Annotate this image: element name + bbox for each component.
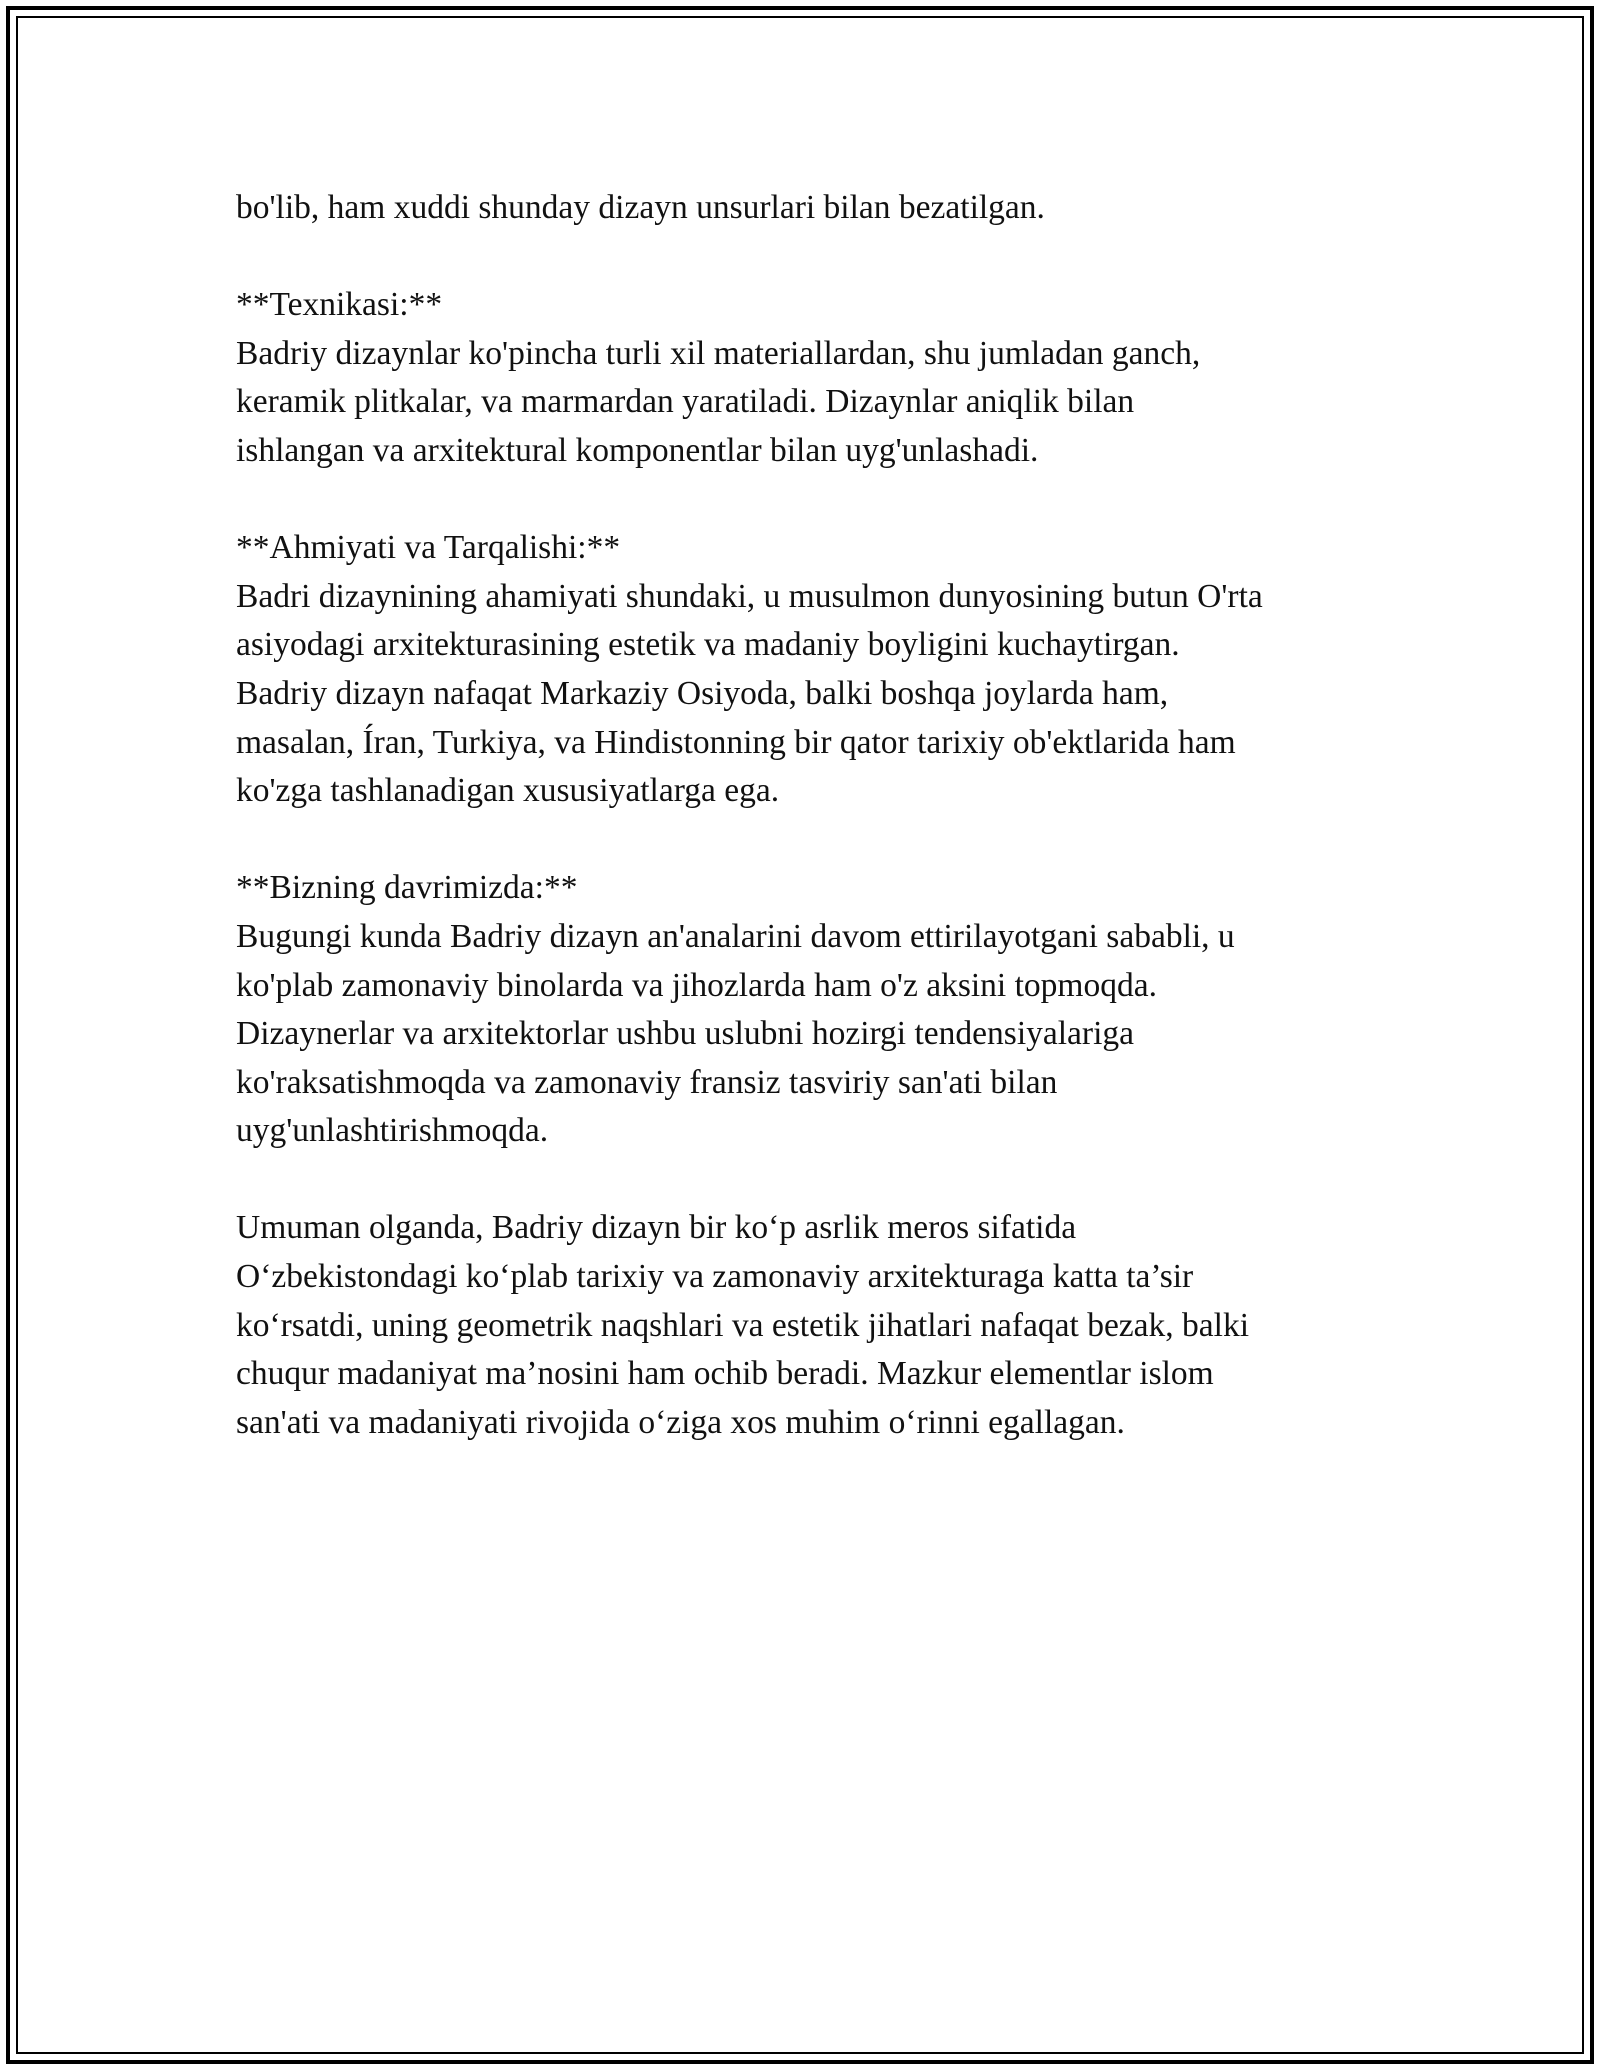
document-body xyxy=(236,184,1386,1447)
texnikasi-line: ishlangan va arxitektural komponentlar bilan uyg'unlashadi. xyxy=(236,431,1039,469)
ahmiyati-line: Badri dizaynining ahamiyati shundaki, u musulmon dunyosining butun O'rta xyxy=(236,577,1263,615)
ahmiyati-line: masalan, Íran, Turkiya, va Hindistonning bir qator tarixiy ob'ektlarida ham xyxy=(236,723,1236,761)
paragraph-gap xyxy=(236,1156,1386,1205)
paragraph-gap xyxy=(236,476,1386,525)
davrimizda-line: ko'raksatishmoqda va zamonaviy fransiz tasviriy san'ati bilan xyxy=(236,1063,1058,1101)
texnikasi-line: keramik plitkalar, va marmardan yaratiladi. Dizaynlar aniqlik bilan xyxy=(236,383,1135,421)
ahmiyati-line: ko'zga tashlanadigan xususiyatlarga ega. xyxy=(236,772,780,810)
ahmiyati-line: asiyodagi arxitekturasining estetik va madaniy boyligini kuchaytirgan. xyxy=(236,626,1180,664)
heading-ahmiyati: **Ahmiyati va Tarqalishi:** xyxy=(236,529,621,567)
davrimizda-line: Dizaynerlar va arxitektorlar ushbu uslubni hozirgi tendensiyalariga xyxy=(236,1015,1135,1053)
conclusion-line: san'ati va madaniyati rivojida o‘ziga xos muhim o‘rinni egallagan. xyxy=(236,1403,1125,1441)
paragraph-gap xyxy=(236,816,1386,865)
intro-line: bo'lib, ham xuddi shunday dizayn unsurlari bilan bezatilgan. xyxy=(236,189,1045,226)
heading-texnikasi: **Texnikasi:** xyxy=(236,286,443,324)
texnikasi-line: Badriy dizaynlar ko'pincha turli xil materiallardan, shu jumladan ganch, xyxy=(236,334,1201,372)
conclusion-line: chuqur madaniyat ma’nosini ham ochib beradi. Mazkur elementlar islom xyxy=(236,1355,1214,1393)
davrimizda-line: uyg'unlashtirishmoqda. xyxy=(236,1112,549,1150)
heading-davrimizda: **Bizning davrimizda:** xyxy=(236,869,578,907)
conclusion-line: Umuman olganda, Badriy dizayn bir ko‘p asrlik meros sifatida xyxy=(236,1209,1077,1247)
paragraph-gap xyxy=(236,233,1386,282)
ahmiyati-line: Badriy dizayn nafaqat Markaziy Osiyoda, balki boshqa joylarda ham, xyxy=(236,674,1169,712)
davrimizda-line: ko'plab zamonaviy binolarda va jihozlarda ham o'z aksini topmoqda. xyxy=(236,966,1157,1004)
conclusion-line: O‘zbekistondagi ko‘plab tarixiy va zamonaviy arxitekturaga katta ta’sir xyxy=(236,1258,1194,1296)
davrimizda-line: Bugungi kunda Badriy dizayn an'analarini davom ettirilayotgani sababli, u xyxy=(236,917,1235,955)
conclusion-line: ko‘rsatdi, uning geometrik naqshlari va estetik jihatlari nafaqat bezak, balki xyxy=(236,1306,1250,1344)
